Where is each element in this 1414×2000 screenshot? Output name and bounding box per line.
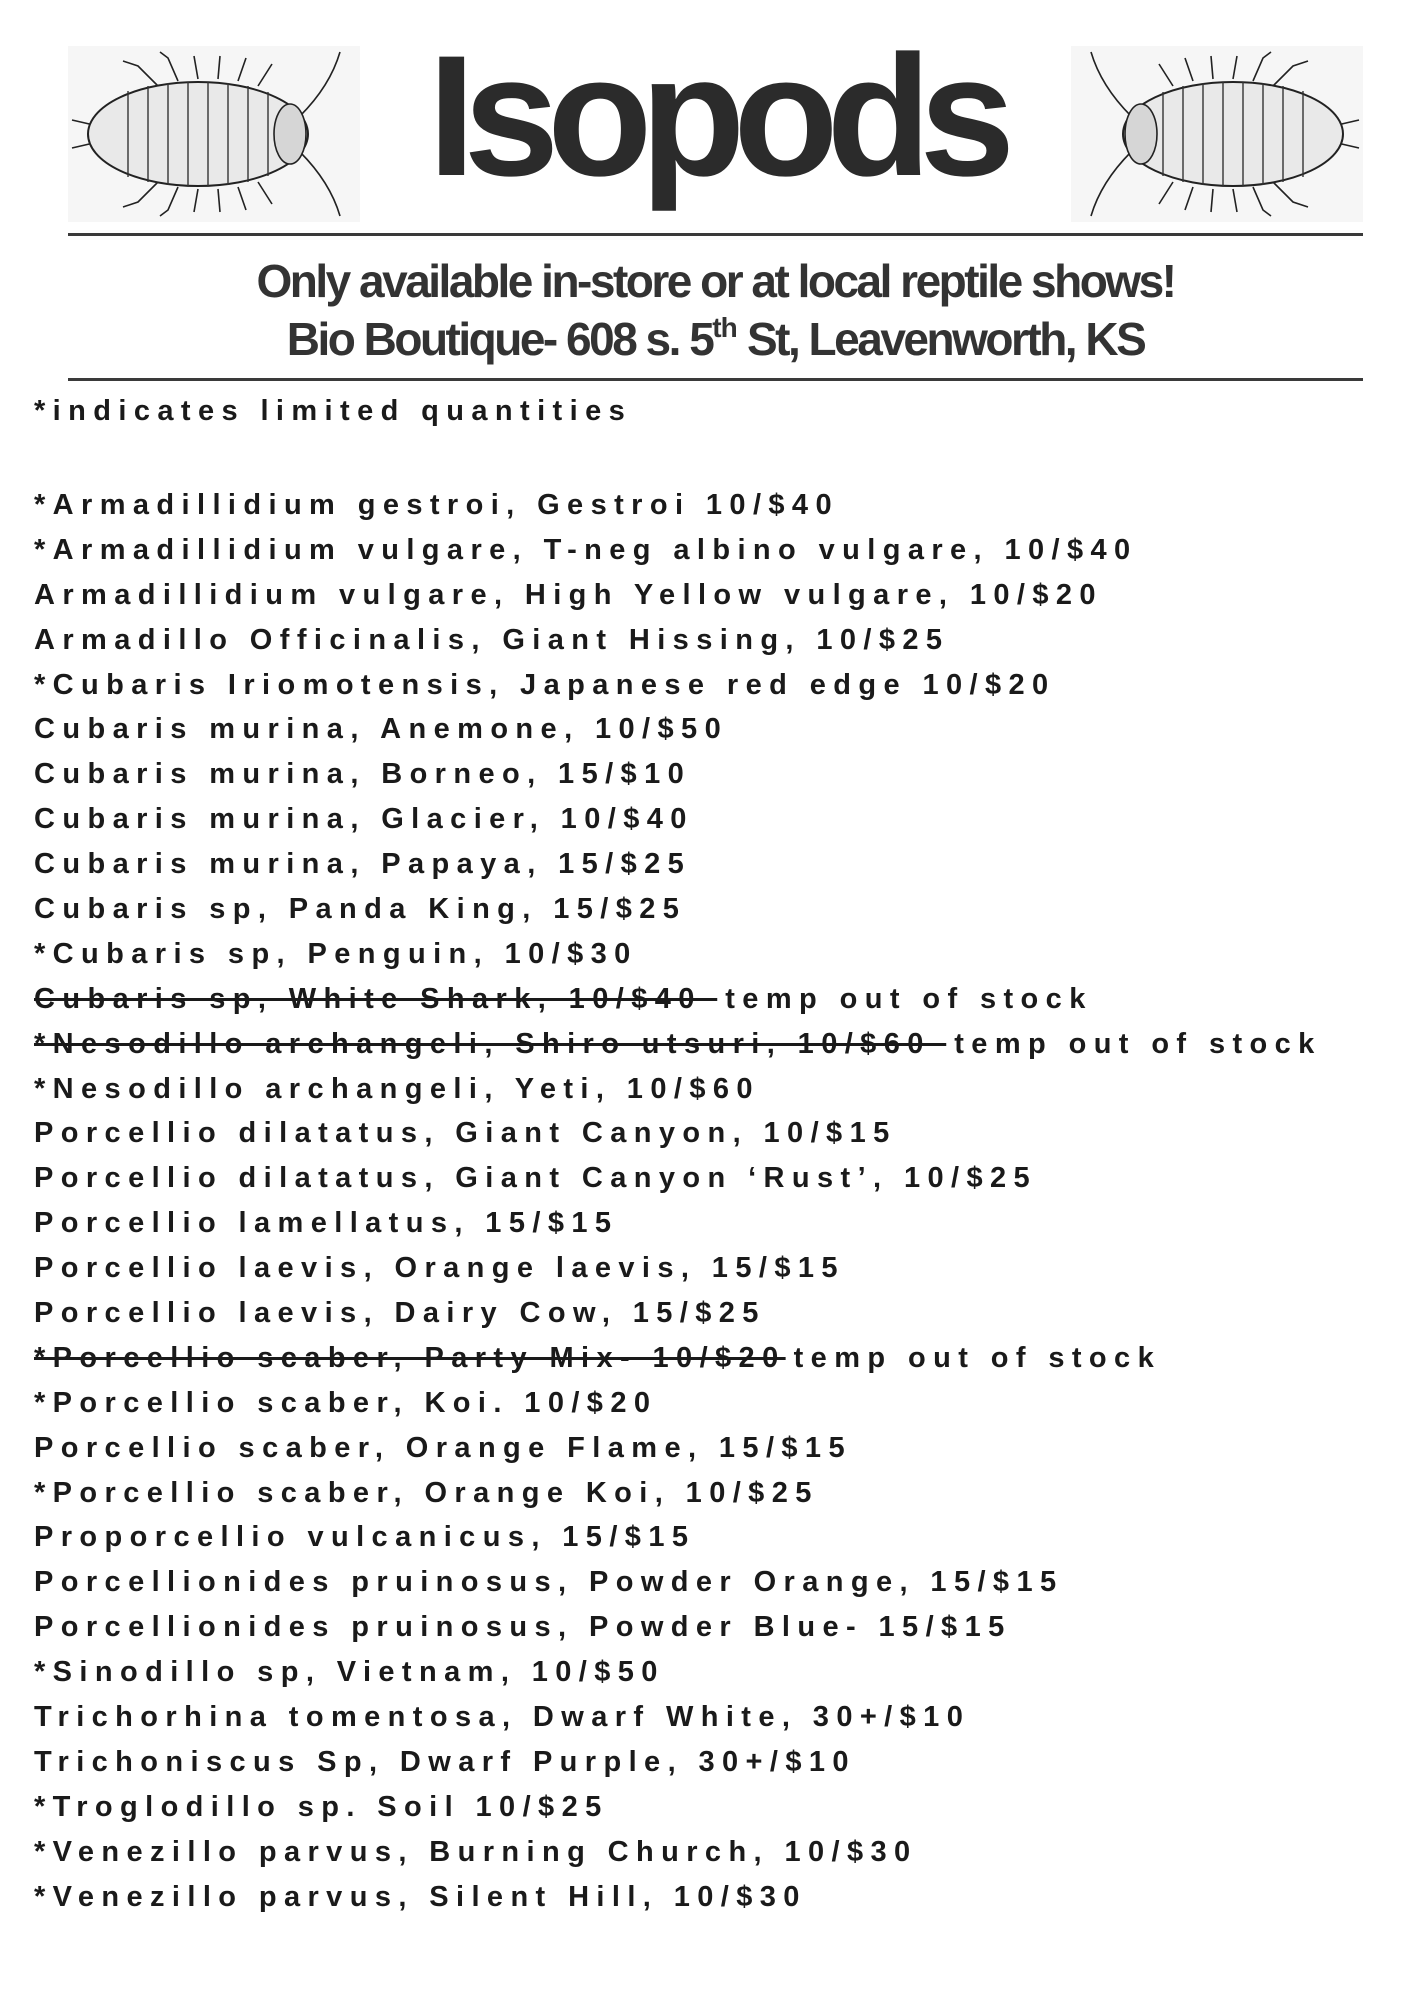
product-item — [34, 842, 1322, 887]
product-item — [34, 573, 1322, 618]
product-item — [34, 887, 1322, 932]
store-address-ordinal: th — [712, 312, 737, 343]
product-text: *Armadillidium gestroi, Gestroi 10/$40 — [34, 489, 839, 521]
stock-status: temp out of stock — [725, 982, 1093, 1015]
page-title: Isopods — [427, 20, 1004, 212]
availability-note: Only available in-store or at local reptile shows! — [256, 255, 1175, 307]
product-text: *Cubaris Iriomotensis, Japanese red edge 10/$20 — [34, 668, 1056, 701]
product-item — [34, 1515, 1322, 1560]
isopod-illustration-right — [1071, 46, 1363, 222]
product-text: Porcellionides pruinosus, Powder Orange, 15/$15 — [34, 1566, 1064, 1599]
isopod-illustration-left — [68, 46, 360, 222]
product-item — [34, 1605, 1322, 1650]
product-text: Porcellio dilatatus, Giant Canyon ‘Rust’, 10/$25 — [34, 1162, 1038, 1195]
product-text: Porcellio scaber, Orange Flame, 15/$15 — [34, 1431, 852, 1464]
product-text: *Porcellio scaber, Orange Koi, 10/$25 — [34, 1476, 819, 1509]
stock-status: temp out of stock — [954, 1027, 1322, 1060]
header — [68, 20, 1363, 230]
product-item — [34, 707, 1322, 752]
product-text: Trichorhina tomentosa, Dwarf White, 30+/$10 — [34, 1701, 971, 1734]
product-item — [34, 1740, 1322, 1785]
product-text: Cubaris murina, Glacier, 10/$40 — [34, 803, 694, 836]
product-item — [34, 1426, 1322, 1471]
product-text: *Venezillo parvus, Burning Church, 10/$30 — [34, 1835, 918, 1868]
store-address — [68, 312, 1363, 365]
product-item — [34, 1471, 1322, 1516]
product-item — [34, 752, 1322, 797]
limited-quantity-note: *indicates limited quantities — [34, 395, 633, 427]
product-item — [34, 1291, 1322, 1336]
product-item — [34, 483, 1322, 528]
store-address-rest: St, Leavenworth, KS — [736, 313, 1145, 365]
product-item — [34, 932, 1322, 977]
product-item — [34, 1560, 1322, 1605]
product-text: Trichoniscus Sp, Dwarf Purple, 30+/$10 — [34, 1745, 856, 1778]
product-text: *Venezillo parvus, Silent Hill, 10/$30 — [34, 1880, 807, 1913]
product-text: Porcellio lamellatus, 15/$15 — [34, 1207, 619, 1240]
product-text: Armadillo Officinalis, Giant Hissing, 10/$25 — [34, 623, 950, 656]
product-item-out-of-stock — [34, 1022, 1322, 1067]
product-item — [34, 1875, 1322, 1920]
product-text: Porcellionides pruinosus, Powder Blue- 15/$15 — [34, 1611, 1012, 1644]
product-text: Cubaris murina, Borneo, 15/$10 — [34, 758, 692, 791]
product-text-strikethrough: *Porcellio scaber, Party Mix- 10/$20 — [34, 1341, 786, 1374]
product-item — [34, 1785, 1322, 1830]
product-text: Porcellio laevis, Orange laevis, 15/$15 — [34, 1252, 845, 1285]
product-text: Cubaris sp, Panda King, 15/$25 — [34, 893, 687, 926]
stock-status: temp out of stock — [793, 1341, 1162, 1374]
product-item — [34, 663, 1322, 708]
product-text: *Armadillidium vulgare, T-neg albino vulgare, 10/$40 — [34, 533, 1138, 566]
product-text-strikethrough: Cubaris sp, White Shark, 10/$40 — [34, 982, 718, 1015]
product-text: Proporcellio vulcanicus, 15/$15 — [34, 1521, 696, 1554]
product-item — [34, 1830, 1322, 1875]
product-text-strikethrough: *Nesodillo archangeli, Shiro utsuri, 10/$60 — [34, 1027, 947, 1060]
store-address-main: Bio Boutique- 608 s. 5 — [286, 313, 713, 365]
product-item — [34, 1381, 1322, 1426]
product-text: *Cubaris sp, Penguin, 10/$30 — [34, 937, 638, 970]
product-text: Cubaris murina, Anemone, 10/$50 — [34, 713, 729, 746]
product-text: *Nesodillo archangeli, Yeti, 10/$60 — [34, 1072, 760, 1105]
product-text: Cubaris murina, Papaya, 15/$25 — [34, 848, 692, 881]
product-item — [34, 797, 1322, 842]
product-item-out-of-stock — [34, 1336, 1322, 1381]
product-text: *Porcellio scaber, Koi. 10/$20 — [34, 1386, 658, 1419]
product-item — [34, 1695, 1322, 1740]
product-text: Porcellio dilatatus, Giant Canyon, 10/$15 — [34, 1117, 897, 1150]
product-item — [34, 1246, 1322, 1291]
product-item — [34, 1111, 1322, 1156]
product-item — [34, 1650, 1322, 1695]
product-list — [34, 483, 1322, 1920]
product-item — [34, 1201, 1322, 1246]
top-divider — [68, 233, 1363, 236]
product-text: Armadillidium vulgare, High Yellow vulgare, 10/$20 — [34, 578, 1103, 611]
product-item-out-of-stock — [34, 977, 1322, 1022]
product-item — [34, 528, 1322, 573]
product-item — [34, 1067, 1322, 1112]
bottom-divider — [68, 378, 1363, 381]
product-text: *Sinodillo sp, Vietnam, 10/$50 — [34, 1656, 665, 1689]
product-text: Porcellio laevis, Dairy Cow, 15/$25 — [34, 1297, 766, 1330]
product-item — [34, 618, 1322, 663]
product-text: *Troglodillo sp. Soil 10/$25 — [34, 1790, 609, 1823]
product-item — [34, 1156, 1322, 1201]
